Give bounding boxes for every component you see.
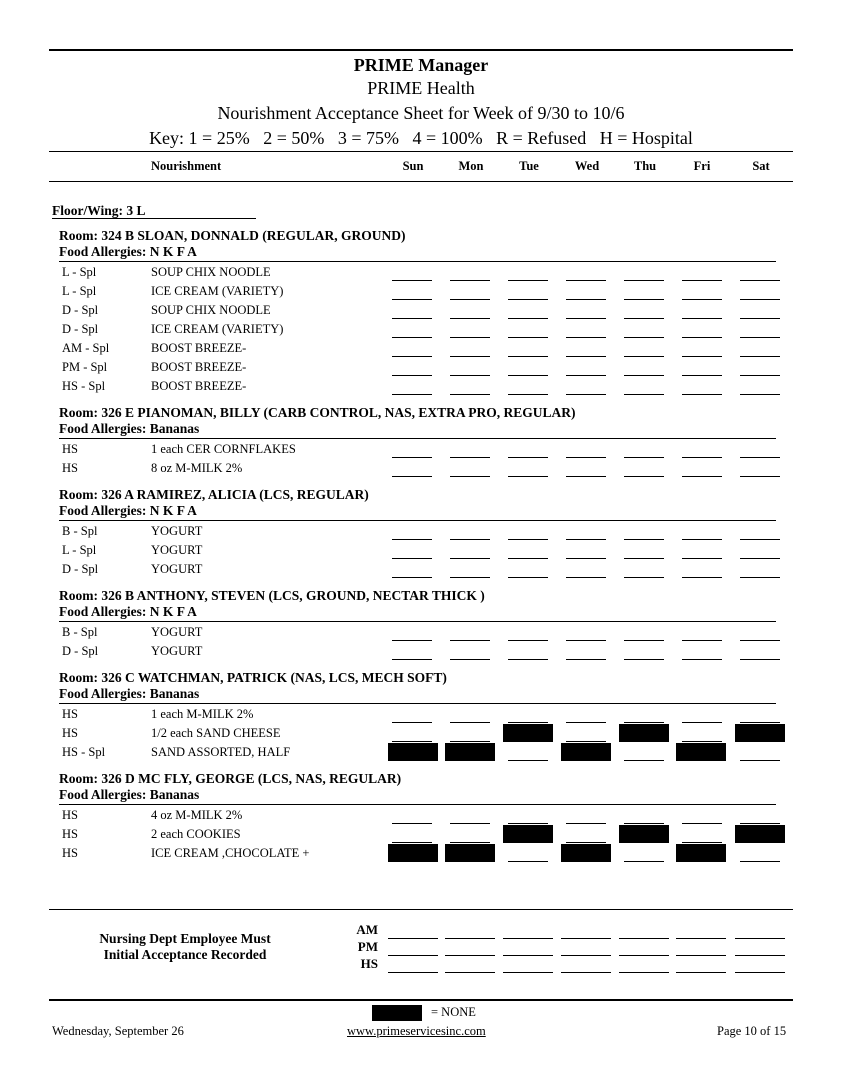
item-time: L - Spl	[62, 543, 97, 557]
entry-blank-wed[interactable]	[566, 842, 606, 843]
top-rule	[49, 49, 793, 51]
none-cell-thu	[619, 825, 669, 843]
entry-blank-sat[interactable]	[740, 375, 780, 376]
room-divider	[59, 621, 776, 622]
entry-blank-mon[interactable]	[450, 318, 490, 319]
entry-blank-thu[interactable]	[624, 299, 664, 300]
item-time: AM - Spl	[62, 341, 110, 355]
entry-blank-tue[interactable]	[508, 659, 548, 660]
entry-blank-wed[interactable]	[566, 375, 606, 376]
entry-blank-sat[interactable]	[740, 299, 780, 300]
item-name: SOUP CHIX NOODLE	[151, 265, 271, 279]
item-name: BOOST BREEZE-	[151, 341, 247, 355]
entry-blank-mon[interactable]	[450, 659, 490, 660]
header-rule-top	[49, 151, 793, 152]
footer-url-link[interactable]: www.primeservicesinc.com	[347, 1024, 486, 1038]
entry-blank-fri[interactable]	[682, 640, 722, 641]
initial-line-am-mon[interactable]	[445, 938, 495, 939]
food-allergies: Food Allergies: Bananas	[59, 421, 200, 436]
initial-line-pm-tue[interactable]	[503, 955, 553, 956]
initial-line-hs-fri[interactable]	[676, 972, 726, 973]
entry-blank-wed[interactable]	[566, 457, 606, 458]
footer-rule	[49, 999, 793, 1001]
item-name: YOGURT	[151, 524, 203, 538]
none-cell-fri	[676, 844, 726, 862]
entry-blank-tue[interactable]	[508, 722, 548, 723]
initial-line-hs-tue[interactable]	[503, 972, 553, 973]
entry-blank-fri[interactable]	[682, 558, 722, 559]
item-time: HS	[62, 461, 78, 475]
entry-blank-wed[interactable]	[566, 299, 606, 300]
food-allergies: Food Allergies: N K F A	[59, 503, 197, 518]
item-name: 1 each CER CORNFLAKES	[151, 442, 296, 456]
item-name: 1 each M-MILK 2%	[151, 707, 254, 721]
item-name: BOOST BREEZE-	[151, 360, 247, 374]
entry-blank-mon[interactable]	[450, 394, 490, 395]
entry-blank-sun[interactable]	[392, 659, 432, 660]
day-header-thu: Thu	[633, 159, 657, 173]
item-name: SAND ASSORTED, HALF	[151, 745, 291, 759]
signoff-rule	[49, 909, 793, 910]
entry-blank-sun[interactable]	[392, 842, 432, 843]
entry-blank-fri[interactable]	[682, 577, 722, 578]
entry-blank-mon[interactable]	[450, 823, 490, 824]
initial-line-pm-sun[interactable]	[388, 955, 438, 956]
entry-blank-wed[interactable]	[566, 318, 606, 319]
entry-blank-sat[interactable]	[740, 280, 780, 281]
room-title: Room: 326 C WATCHMAN, PATRICK (NAS, LCS, MECH SOFT)	[59, 670, 447, 685]
room-divider	[59, 804, 776, 805]
entry-blank-mon[interactable]	[450, 476, 490, 477]
none-cell-tue	[503, 724, 553, 742]
food-allergies: Food Allergies: N K F A	[59, 604, 197, 619]
entry-blank-fri[interactable]	[682, 842, 722, 843]
day-header-sat: Sat	[752, 159, 770, 173]
entry-blank-mon[interactable]	[450, 640, 490, 641]
entry-blank-thu[interactable]	[624, 659, 664, 660]
entry-blank-fri[interactable]	[682, 539, 722, 540]
entry-blank-fri[interactable]	[682, 476, 722, 477]
room-divider	[59, 261, 776, 262]
initial-line-am-thu[interactable]	[619, 938, 669, 939]
entry-blank-wed[interactable]	[566, 539, 606, 540]
item-time: HS	[62, 846, 78, 860]
entry-blank-sun[interactable]	[392, 394, 432, 395]
entry-blank-tue[interactable]	[508, 558, 548, 559]
none-cell-fri	[676, 743, 726, 761]
key-legend: Key: 1 = 25% 2 = 50% 3 = 75% 4 = 100% R = Refused H = Hospital	[149, 128, 693, 148]
entry-blank-fri[interactable]	[682, 394, 722, 395]
day-header-tue: Tue	[519, 159, 539, 173]
entry-blank-tue[interactable]	[508, 476, 548, 477]
entry-blank-wed[interactable]	[566, 476, 606, 477]
room-title: Room: 326 D MC FLY, GEORGE (LCS, NAS, REGULAR)	[59, 771, 402, 786]
initial-line-hs-thu[interactable]	[619, 972, 669, 973]
entry-blank-mon[interactable]	[450, 539, 490, 540]
entry-blank-mon[interactable]	[450, 741, 490, 742]
entry-blank-thu[interactable]	[624, 577, 664, 578]
sheet-subtitle: Nourishment Acceptance Sheet for Week of 9/30 to 10/6	[217, 103, 625, 123]
entry-blank-fri[interactable]	[682, 356, 722, 357]
app-title: PRIME Manager	[353, 55, 489, 75]
entry-blank-tue[interactable]	[508, 394, 548, 395]
initial-line-am-wed[interactable]	[561, 938, 611, 939]
food-allergies: Food Allergies: Bananas	[59, 787, 200, 802]
initial-line-pm-thu[interactable]	[619, 955, 669, 956]
entry-blank-wed[interactable]	[566, 356, 606, 357]
entry-blank-sat[interactable]	[740, 457, 780, 458]
item-time: HS	[62, 808, 78, 822]
item-name: 8 oz M-MILK 2%	[151, 461, 243, 475]
item-time: D - Spl	[62, 303, 99, 317]
entry-blank-wed[interactable]	[566, 823, 606, 824]
entry-blank-thu[interactable]	[624, 539, 664, 540]
none-cell-thu	[619, 724, 669, 742]
entry-blank-sun[interactable]	[392, 299, 432, 300]
entry-blank-sat[interactable]	[740, 577, 780, 578]
header-rule-bottom	[49, 181, 793, 182]
floor-underline	[52, 218, 256, 219]
entry-blank-sun[interactable]	[392, 356, 432, 357]
entry-blank-mon[interactable]	[450, 299, 490, 300]
entry-blank-sat[interactable]	[740, 394, 780, 395]
entry-blank-thu[interactable]	[624, 823, 664, 824]
entry-blank-sun[interactable]	[392, 640, 432, 641]
item-time: B - Spl	[62, 625, 98, 639]
entry-blank-fri[interactable]	[682, 299, 722, 300]
initial-line-hs-sat[interactable]	[735, 972, 785, 973]
entry-blank-mon[interactable]	[450, 577, 490, 578]
shift-label-am: AM	[356, 922, 378, 937]
entry-blank-sat[interactable]	[740, 558, 780, 559]
entry-blank-sun[interactable]	[392, 375, 432, 376]
item-time: D - Spl	[62, 644, 99, 658]
entry-blank-thu[interactable]	[624, 457, 664, 458]
entry-blank-sun[interactable]	[392, 577, 432, 578]
entry-blank-fri[interactable]	[682, 375, 722, 376]
initial-line-am-sun[interactable]	[388, 938, 438, 939]
initial-line-pm-fri[interactable]	[676, 955, 726, 956]
entry-blank-thu[interactable]	[624, 722, 664, 723]
entry-blank-sat[interactable]	[740, 659, 780, 660]
entry-blank-sat[interactable]	[740, 823, 780, 824]
initial-line-pm-mon[interactable]	[445, 955, 495, 956]
entry-blank-sun[interactable]	[392, 318, 432, 319]
entry-blank-mon[interactable]	[450, 375, 490, 376]
entry-blank-thu[interactable]	[624, 760, 664, 761]
room-title: Room: 326 B ANTHONY, STEVEN (LCS, GROUND, NECTAR THICK )	[59, 588, 485, 603]
item-name: 4 oz M-MILK 2%	[151, 808, 243, 822]
none-cell-mon	[445, 743, 495, 761]
entry-blank-mon[interactable]	[450, 558, 490, 559]
item-time: HS	[62, 726, 78, 740]
entry-blank-sun[interactable]	[392, 476, 432, 477]
entry-blank-sun[interactable]	[392, 722, 432, 723]
entry-blank-mon[interactable]	[450, 722, 490, 723]
entry-blank-sat[interactable]	[740, 337, 780, 338]
entry-blank-sat[interactable]	[740, 539, 780, 540]
none-cell-sun	[388, 743, 438, 761]
entry-blank-sun[interactable]	[392, 457, 432, 458]
room-divider	[59, 520, 776, 521]
none-cell-wed	[561, 743, 611, 761]
none-cell-mon	[445, 844, 495, 862]
entry-blank-tue[interactable]	[508, 280, 548, 281]
entry-blank-sat[interactable]	[740, 356, 780, 357]
entry-blank-tue[interactable]	[508, 299, 548, 300]
initial-line-am-fri[interactable]	[676, 938, 726, 939]
entry-blank-sat[interactable]	[740, 722, 780, 723]
item-time: HS	[62, 707, 78, 721]
day-header-sun: Sun	[402, 159, 424, 173]
item-name: YOGURT	[151, 644, 203, 658]
none-cell-sat	[735, 825, 785, 843]
entry-blank-wed[interactable]	[566, 640, 606, 641]
item-time: HS - Spl	[62, 379, 106, 393]
initial-line-am-sat[interactable]	[735, 938, 785, 939]
footer-date: Wednesday, September 26	[52, 1024, 184, 1038]
item-name: ICE CREAM (VARIETY)	[151, 322, 284, 336]
none-legend-swatch	[372, 1005, 422, 1021]
none-cell-sat	[735, 724, 785, 742]
entry-blank-fri[interactable]	[682, 337, 722, 338]
entry-blank-mon[interactable]	[450, 280, 490, 281]
item-time: D - Spl	[62, 562, 99, 576]
item-time: D - Spl	[62, 322, 99, 336]
item-time: HS - Spl	[62, 745, 106, 759]
entry-blank-sun[interactable]	[392, 823, 432, 824]
entry-blank-tue[interactable]	[508, 375, 548, 376]
entry-blank-sun[interactable]	[392, 337, 432, 338]
floor-wing: Floor/Wing: 3 L	[52, 203, 146, 218]
item-name: YOGURT	[151, 562, 203, 576]
entry-blank-thu[interactable]	[624, 280, 664, 281]
entry-blank-thu[interactable]	[624, 476, 664, 477]
entry-blank-mon[interactable]	[450, 457, 490, 458]
initial-line-am-tue[interactable]	[503, 938, 553, 939]
item-name: BOOST BREEZE-	[151, 379, 247, 393]
entry-blank-tue[interactable]	[508, 760, 548, 761]
entry-blank-sat[interactable]	[740, 861, 780, 862]
entry-blank-tue[interactable]	[508, 539, 548, 540]
initial-line-hs-sun[interactable]	[388, 972, 438, 973]
entry-blank-tue[interactable]	[508, 457, 548, 458]
nourishment-column-header: Nourishment	[151, 159, 222, 173]
entry-blank-tue[interactable]	[508, 318, 548, 319]
item-time: L - Spl	[62, 284, 97, 298]
initial-line-pm-wed[interactable]	[561, 955, 611, 956]
entry-blank-sun[interactable]	[392, 741, 432, 742]
food-allergies: Food Allergies: N K F A	[59, 244, 197, 259]
shift-label-hs: HS	[360, 956, 378, 971]
entry-blank-wed[interactable]	[566, 337, 606, 338]
footer-page-number: Page 10 of 15	[717, 1024, 787, 1038]
entry-blank-sat[interactable]	[740, 760, 780, 761]
entry-blank-wed[interactable]	[566, 659, 606, 660]
entry-blank-fri[interactable]	[682, 318, 722, 319]
item-time: HS	[62, 827, 78, 841]
entry-blank-tue[interactable]	[508, 577, 548, 578]
signoff-line-1: Nursing Dept Employee Must	[99, 931, 271, 946]
entry-blank-tue[interactable]	[508, 823, 548, 824]
entry-blank-sat[interactable]	[740, 476, 780, 477]
room-title: Room: 324 B SLOAN, DONNALD (REGULAR, GROUND)	[59, 228, 406, 243]
item-time: L - Spl	[62, 265, 97, 279]
entry-blank-tue[interactable]	[508, 640, 548, 641]
entry-blank-fri[interactable]	[682, 457, 722, 458]
none-cell-sun	[388, 844, 438, 862]
entry-blank-thu[interactable]	[624, 861, 664, 862]
entry-blank-wed[interactable]	[566, 394, 606, 395]
entry-blank-thu[interactable]	[624, 337, 664, 338]
entry-blank-thu[interactable]	[624, 394, 664, 395]
initial-line-hs-mon[interactable]	[445, 972, 495, 973]
day-header-wed: Wed	[574, 159, 600, 173]
org-name: PRIME Health	[367, 78, 475, 98]
entry-blank-fri[interactable]	[682, 659, 722, 660]
entry-blank-thu[interactable]	[624, 558, 664, 559]
item-name: ICE CREAM (VARIETY)	[151, 284, 284, 298]
room-divider	[59, 438, 776, 439]
entry-blank-thu[interactable]	[624, 356, 664, 357]
item-time: B - Spl	[62, 524, 98, 538]
entry-blank-sat[interactable]	[740, 640, 780, 641]
item-name: ICE CREAM ,CHOCOLATE +	[151, 846, 310, 860]
initial-line-pm-sat[interactable]	[735, 955, 785, 956]
entry-blank-sat[interactable]	[740, 318, 780, 319]
entry-blank-fri[interactable]	[682, 741, 722, 742]
room-title: Room: 326 E PIANOMAN, BILLY (CARB CONTROL, NAS, EXTRA PRO, REGULAR)	[59, 405, 576, 420]
entry-blank-tue[interactable]	[508, 356, 548, 357]
entry-blank-sun[interactable]	[392, 558, 432, 559]
signoff-line-2: Initial Acceptance Recorded	[103, 947, 267, 962]
entry-blank-fri[interactable]	[682, 280, 722, 281]
entry-blank-wed[interactable]	[566, 722, 606, 723]
entry-blank-tue[interactable]	[508, 861, 548, 862]
none-cell-tue	[503, 825, 553, 843]
entry-blank-fri[interactable]	[682, 823, 722, 824]
food-allergies: Food Allergies: Bananas	[59, 686, 200, 701]
entry-blank-wed[interactable]	[566, 280, 606, 281]
entry-blank-thu[interactable]	[624, 318, 664, 319]
item-time: PM - Spl	[62, 360, 108, 374]
item-name: YOGURT	[151, 543, 203, 557]
entry-blank-mon[interactable]	[450, 356, 490, 357]
item-name: SOUP CHIX NOODLE	[151, 303, 271, 317]
entry-blank-thu[interactable]	[624, 640, 664, 641]
entry-blank-wed[interactable]	[566, 558, 606, 559]
none-cell-wed	[561, 844, 611, 862]
item-time: HS	[62, 442, 78, 456]
day-header-mon: Mon	[458, 159, 484, 173]
entry-blank-thu[interactable]	[624, 375, 664, 376]
initial-line-hs-wed[interactable]	[561, 972, 611, 973]
item-name: 1/2 each SAND CHEESE	[151, 726, 281, 740]
entry-blank-mon[interactable]	[450, 842, 490, 843]
entry-blank-mon[interactable]	[450, 337, 490, 338]
item-name: YOGURT	[151, 625, 203, 639]
entry-blank-tue[interactable]	[508, 337, 548, 338]
entry-blank-sun[interactable]	[392, 539, 432, 540]
entry-blank-fri[interactable]	[682, 722, 722, 723]
room-divider	[59, 703, 776, 704]
entry-blank-wed[interactable]	[566, 577, 606, 578]
none-legend-label: = NONE	[431, 1005, 476, 1019]
room-title: Room: 326 A RAMIREZ, ALICIA (LCS, REGULAR)	[59, 487, 369, 502]
item-name: 2 each COOKIES	[151, 827, 241, 841]
shift-label-pm: PM	[357, 939, 378, 954]
entry-blank-wed[interactable]	[566, 741, 606, 742]
day-header-fri: Fri	[693, 159, 711, 173]
entry-blank-sun[interactable]	[392, 280, 432, 281]
